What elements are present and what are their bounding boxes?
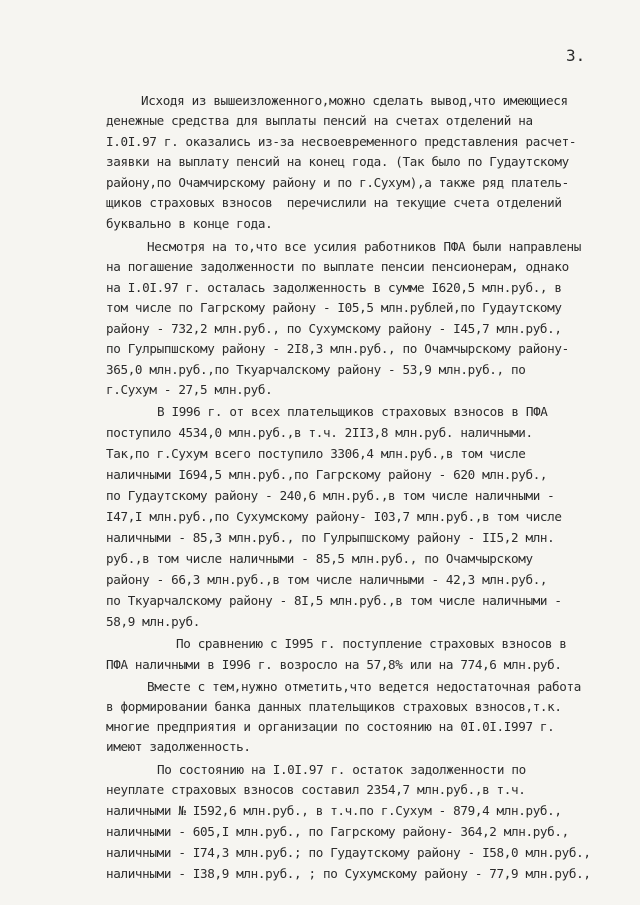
text-line: Несмотря на то,что все усилия работников ПФА были направлены [147,239,581,254]
page-number: 3. [566,46,586,65]
text-line: В I996 г. от всех плательщиков страховых взносов в ПФА [157,404,548,419]
text-line: По состоянию на I.0I.97 г. остаток задолженности по [157,762,526,777]
text-line: буквально в конце года. [106,216,273,231]
text-line: наличными - 85,3 млн.руб., по Гулрыпшскому району - II5,2 млн. [106,530,555,545]
text-line: ПФА наличными в I996 г. возросло на 57,8% или на 774,6 млн.руб. [106,657,562,672]
text-line: наличными № I592,6 млн.руб., в т.ч.по г.Сухум - 879,4 млн.руб., [106,803,562,818]
text-line: наличными - I38,9 млн.руб., ; по Сухумскому району - 77,9 млн.руб., [106,866,591,881]
text-line: наличными - I74,3 млн.руб.; по Гудаутскому району - I58,0 млн.руб., [106,845,591,860]
text-line: Вместе с тем,нужно отметить,что ведется недостаточная работа [147,679,581,694]
text-line: району - 66,3 млн.руб.,в том числе наличными - 42,3 млн.руб., [106,572,548,587]
text-line: на I.0I.97 г. осталась задолженность в сумме I620,5 млн.руб., в [106,280,562,295]
text-line: по Ткуарчалскому району - 8I,5 млн.руб.,в том числе наличными - [106,593,562,608]
text-line: наличными - 605,I млн.руб., по Гагрскому району- 364,2 млн.руб., [106,824,569,839]
text-line: по Гулрыпшскому району - 2I8,3 млн.руб., по Очамчырскому району- [106,341,569,356]
text-line: щиков страховых взносов перечислили на текущие счета отделений [106,195,562,210]
text-line: г.Сухум - 27,5 млн.руб. [106,382,273,397]
text-line: району - 732,2 млн.руб., по Сухумскому району - I45,7 млн.руб., [106,321,562,336]
text-line: заявки на выплату пенсий на конец года. (Так было по Гудаутскому [106,154,569,169]
text-line: 58,9 млн.руб. [106,614,201,629]
text-line: району,по Очамчирскому району и по г.Сухум),а также ряд платель- [106,175,569,190]
text-line: на погашение задолженности по выплате пенсии пенсионерам, однако [106,259,569,274]
text-line: 365,0 млн.руб.,по Ткуарчалскому району - 53,9 млн.руб., по [106,362,526,377]
text-line: По сравнению с I995 г. поступление страховых взносов в [176,636,567,651]
text-line: многие предприятия и организации по состоянию на 0I.0I.I997 г. [106,719,555,734]
text-line: том числе по Гагрскому району - I05,5 млн.рублей,по Гудаутскому [106,300,562,315]
text-line: имеют задолженность. [106,739,251,754]
text-line: неуплате страховых взносов составил 2354,7 млн.руб.,в т.ч. [106,782,526,797]
text-line: I.0I.97 г. оказались из-за несвоевременного представления расчет- [106,134,577,149]
text-line: наличными I694,5 млн.руб.,по Гагрскому району - 620 млн.руб., [106,467,548,482]
text-line: в формировании банка данных плательщиков страховых взносов,т.к. [106,699,562,714]
text-line: поступило 4534,0 млн.руб.,в т.ч. 2II3,8 млн.руб. наличными. [106,425,533,440]
text-line: денежные средства для выплаты пенсий на счетах отделений на [106,113,533,128]
text-line: по Гудаутскому району - 240,6 млн.руб.,в том числе наличными - [106,488,555,503]
text-line: руб.,в том числе наличными - 85,5 млн.руб., по Очамчырскому [106,551,533,566]
text-line: Исходя из вышеизложенного,можно сделать вывод,что имеющиеся [141,93,568,108]
text-line: I47,I млн.руб.,по Сухумскому району- I03,7 млн.руб.,в том числе [106,509,562,524]
text-line: Так,по г.Сухум всего поступило 3306,4 млн.руб.,в том числе [106,446,526,461]
